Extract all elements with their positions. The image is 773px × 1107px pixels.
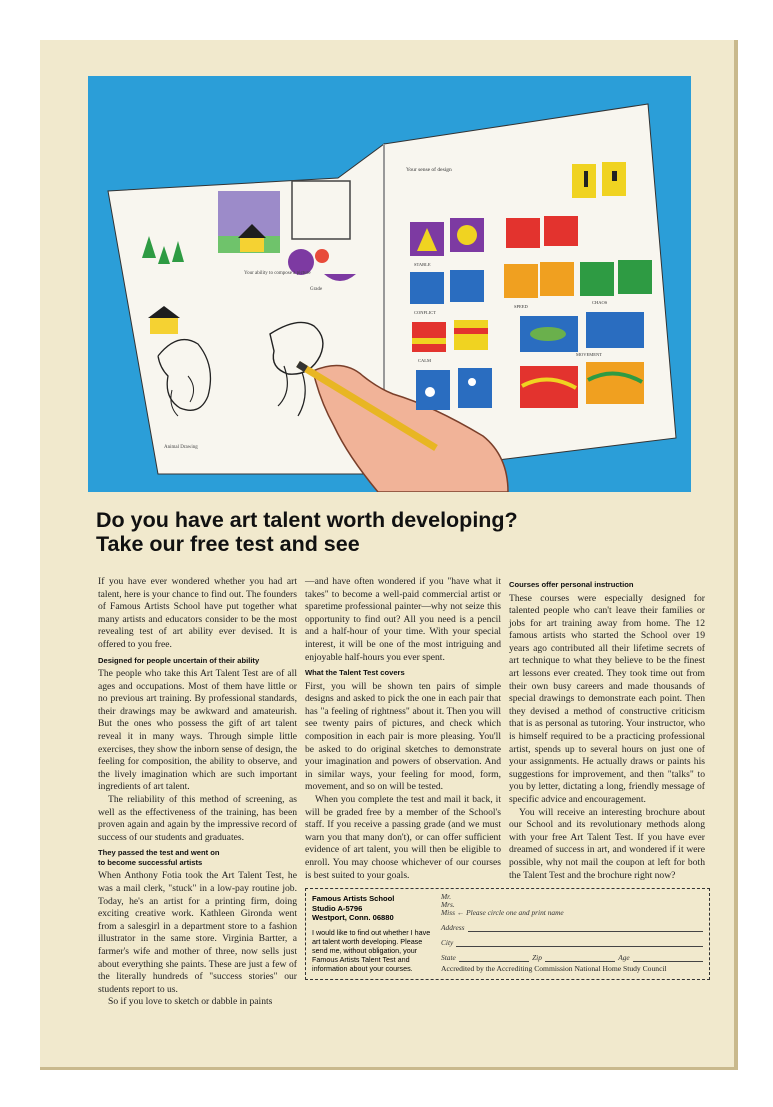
- svg-text:CONFLICT: CONFLICT: [414, 310, 437, 315]
- intro-paragraph: If you have ever wondered whether you had art talent, here is your chance to find out. The founders of Famous Artists School have put together what many artists and educators consider to be the most revealing test of art ability ever devised. It is offered to you free.: [98, 576, 297, 650]
- city-field[interactable]: City: [441, 932, 703, 947]
- coupon-school-block: [312, 894, 438, 973]
- subheading-personal-instruction: Courses offer personal instruction: [509, 580, 634, 589]
- address-field[interactable]: Address: [441, 917, 703, 932]
- school-name: Famous Artists School: [312, 894, 395, 903]
- headline-line-1: Do you have art talent worth developing?: [96, 508, 518, 532]
- coupon-form: [441, 893, 703, 962]
- school-address: Westport, Conn. 06880: [312, 913, 394, 922]
- svg-text:STABLE: STABLE: [414, 262, 431, 267]
- svg-text:CALM: CALM: [418, 358, 432, 363]
- body-paragraph: You will receive an interesting brochure about our School and its revolutionary methods along with your free Art Talent Test. If you have ever dreamed of success in art, and wondered if it were possible, why not mail the coupon at left for both the Talent Test and the brochure right now?: [509, 806, 705, 881]
- title-options[interactable]: Mr. Mrs. Miss ← Please circle one and print name: [441, 892, 564, 917]
- arrow-left-icon: ←: [456, 908, 465, 917]
- mail-in-coupon[interactable]: [305, 888, 710, 980]
- svg-text:CHAOS: CHAOS: [592, 300, 608, 305]
- body-paragraph: —and have often wondered if you "have what it takes" to become a well-paid commercial artist or sparetime professional painter—why not seize this opportunity to find out? All you need is a pencil and a half-hour of your time. With your special interest, it will be one of the most intriguing and enjoyable half-hours you ever spent.: [305, 576, 501, 663]
- studio-code: Studio A-5796: [312, 903, 363, 913]
- magazine-page: [40, 40, 738, 1070]
- headline: [96, 508, 716, 556]
- column-3: [509, 576, 705, 882]
- svg-text:MOVEMENT: MOVEMENT: [576, 352, 602, 357]
- column-2: [305, 576, 501, 882]
- body-paragraph: The reliability of this method of screening, as well as the effectiveness of the training, has been proven again and again by the impressive record of success of our students and graduates.: [98, 794, 297, 843]
- svg-text:Animal Drawing: Animal Drawing: [164, 445, 198, 450]
- svg-text:Grade: Grade: [310, 287, 323, 292]
- state-zip-age-field[interactable]: State Zip Age: [441, 947, 703, 962]
- body-paragraph: The people who take this Art Talent Test are of all ages and occupations. Most of them have little or no previous art training. By professional standards, their drawings may be awkward and amateurish. But the ones who possess the gift of art talent reveal it in many ways. Through simple little exercises, they show the inborn sense of design, the feeling for composition, the ability to observe, and the lively imagination which are such important ingredients of art talent.: [98, 668, 297, 793]
- subheading-successful: They passed the test and went on to become successful artists: [98, 848, 220, 867]
- svg-text:Your sense of design: Your sense of design: [406, 167, 452, 173]
- svg-text:Your ability to compose a pict: Your ability to compose a picture: [244, 271, 311, 276]
- body-paragraph: So if you love to sketch or dabble in paints: [108, 996, 273, 1008]
- coupon-message: I would like to find out whether I have art talent worth developing. Please send me, without obligation, your Famous Artists Talent Test and information about your courses.: [312, 927, 431, 973]
- column-1: [98, 576, 297, 1009]
- headline-line-2: Take our free test and see: [96, 532, 360, 556]
- accreditation-note: Accredited by the Accrediting Commission National Home Study Council: [441, 964, 667, 973]
- subheading-uncertain: Designed for people uncertain of their ability: [98, 655, 260, 665]
- subheading-test-covers: What the Talent Test covers: [305, 668, 405, 678]
- body-paragraph: First, you will be shown ten pairs of simple designs and asked to pick the one in each pair that has "a feeling of rightness" about it. Then you will see twenty pairs of pictures, and check which composition in each pair is more pleasing. You'll be asked to do original sketches to demonstrate your imagination and powers of observation. And in similar ways, your feeling for mood, form, movement, and so on will be tested.: [305, 680, 501, 793]
- body-paragraph: When you complete the test and mail it back, it will be graded free by a member of the School's staff. If you receive a passing grade (and we must warn you that many don't), or can offer sufficient evidence of art talent, you will then be eligible to enroll. You may choose whichever of our courses is best suited to your goals.: [305, 794, 501, 881]
- body-paragraph: These courses were especially designed for talented people who can't leave their families or jobs for art training away from home. The 12 famous artists who started the School over 19 years ago contributed all their lifetime secrets of art technique to what they believe to be the finest art lessons ever created. They took time out from their own busy careers and made thousands of special drawings to demonstrate each point. Then they devised a method of constructive criticism that is as personal as tutoring. Your instructor, who is himself required to be a practicing professional artist, spends up to several hours on just one of your assignments. He actually draws or paints his suggestions for improvement, and then "talks" to you by letter, dictating a long, friendly message of specific advice and encouragement.: [509, 592, 705, 805]
- art-test-illustration: [88, 76, 691, 492]
- name-hint: Please circle one and print name: [466, 908, 564, 917]
- body-paragraph: When Anthony Fotia took the Art Talent Test, he was a mail clerk, "stuck" in a low-pay routine job. Today, he's an artist for a printing firm, doing exciting creative work. Kathleen Gironda went from a salesgirl in a department store to a fashion illustrator in the same store. Virginia Bartter, a farmer's wife and mother of three, now sells just about everything she paints. These are just a few of the literally hundreds of "success stories" our students report to us.: [98, 870, 297, 995]
- svg-text:SPEED: SPEED: [514, 304, 528, 309]
